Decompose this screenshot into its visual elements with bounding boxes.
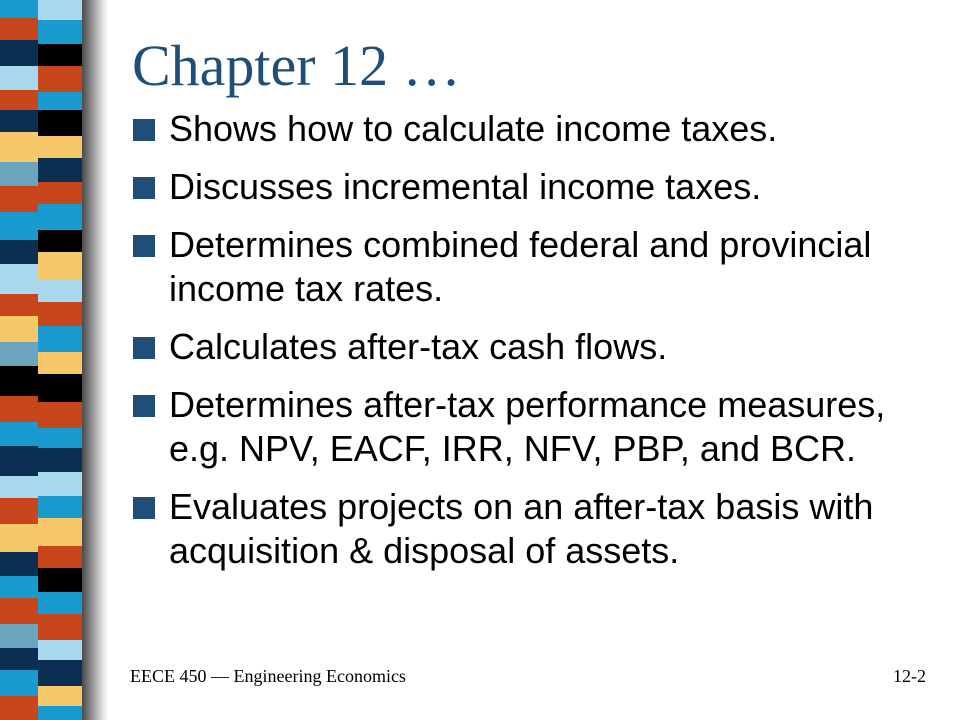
bullet-item [133, 383, 943, 471]
slide-title: Chapter 12 … [132, 33, 461, 98]
bullet-item [133, 223, 943, 311]
strip-block [0, 212, 38, 240]
strip-block [38, 568, 82, 592]
bullet-item [133, 485, 943, 573]
strip-block [38, 546, 82, 568]
strip-block [0, 648, 38, 670]
strip-block [38, 592, 82, 614]
strip-block [38, 448, 82, 472]
strip-block [38, 660, 82, 686]
strip-block [0, 696, 38, 720]
strip-block [38, 518, 82, 546]
square-bullet-icon [133, 337, 155, 359]
strip-block [0, 18, 38, 40]
square-bullet-icon [133, 497, 155, 519]
bullet-item [133, 107, 943, 151]
bullet-text: Calculates after-tax cash flows. [169, 326, 668, 367]
strip-block [38, 280, 82, 302]
square-bullet-icon [133, 235, 155, 257]
strip-block [0, 264, 38, 294]
strip-block [38, 428, 82, 448]
bullet-text: Evaluates projects on an after-tax basis with acquisition & disposal of assets. [169, 486, 874, 571]
strip-block [0, 598, 38, 624]
bullet-text: Determines after-tax performance measures, e.g. NPV, EACF, IRR, NFV, PBP, and BCR. [169, 384, 886, 469]
footer-course: EECE 450 — Engineering Economics [130, 666, 406, 686]
strip-block [0, 240, 38, 264]
strip-block [38, 614, 82, 640]
strip-block [0, 552, 38, 576]
strip-block [38, 374, 82, 402]
decorative-strip [0, 0, 108, 720]
strip-block [0, 624, 38, 648]
strip-block [0, 476, 38, 498]
strip-block [38, 252, 82, 280]
square-bullet-icon [133, 395, 155, 417]
bullet-item [133, 165, 943, 209]
strip-block [0, 40, 38, 66]
strip-block [38, 20, 82, 44]
strip-block [38, 230, 82, 252]
strip-block [38, 182, 82, 204]
strip-block [38, 158, 82, 182]
strip-block [38, 0, 82, 20]
strip-block [38, 706, 82, 720]
strip-block [38, 496, 82, 518]
strip-block [38, 92, 82, 110]
strip-block [38, 66, 82, 92]
strip-shadow [82, 0, 108, 720]
bullet-list [133, 107, 943, 587]
strip-block [0, 162, 38, 186]
strip-block [38, 640, 82, 660]
strip-block [38, 402, 82, 428]
square-bullet-icon [133, 119, 155, 141]
strip-block [0, 446, 38, 476]
bullet-text: Discusses incremental income taxes. [169, 166, 762, 207]
strip-block [38, 110, 82, 136]
strip-block [0, 576, 38, 598]
bullet-text: Shows how to calculate income taxes. [169, 108, 778, 149]
strip-block [38, 686, 82, 706]
strip-block [0, 0, 38, 18]
strip-block [0, 366, 38, 396]
strip-block [0, 498, 38, 524]
strip-block [0, 66, 38, 90]
strip-block [0, 342, 38, 366]
strip-block [38, 136, 82, 158]
footer-page-number: 12-2 [893, 666, 926, 686]
strip-block [0, 132, 38, 162]
strip-block [0, 524, 38, 552]
strip-column-right [38, 0, 82, 720]
strip-block [0, 670, 38, 696]
strip-block [0, 90, 38, 110]
strip-block [38, 326, 82, 352]
strip-block [38, 44, 82, 66]
strip-block [38, 302, 82, 326]
strip-block [0, 316, 38, 342]
bullet-item [133, 325, 943, 369]
strip-block [0, 110, 38, 132]
strip-block [38, 472, 82, 496]
strip-block [0, 422, 38, 446]
square-bullet-icon [133, 177, 155, 199]
strip-block [0, 396, 38, 422]
bullet-text: Determines combined federal and provincial income tax rates. [169, 224, 872, 309]
strip-block [0, 186, 38, 212]
strip-block [38, 204, 82, 230]
strip-block [38, 352, 82, 374]
strip-block [0, 294, 38, 316]
strip-column-left [0, 0, 38, 720]
